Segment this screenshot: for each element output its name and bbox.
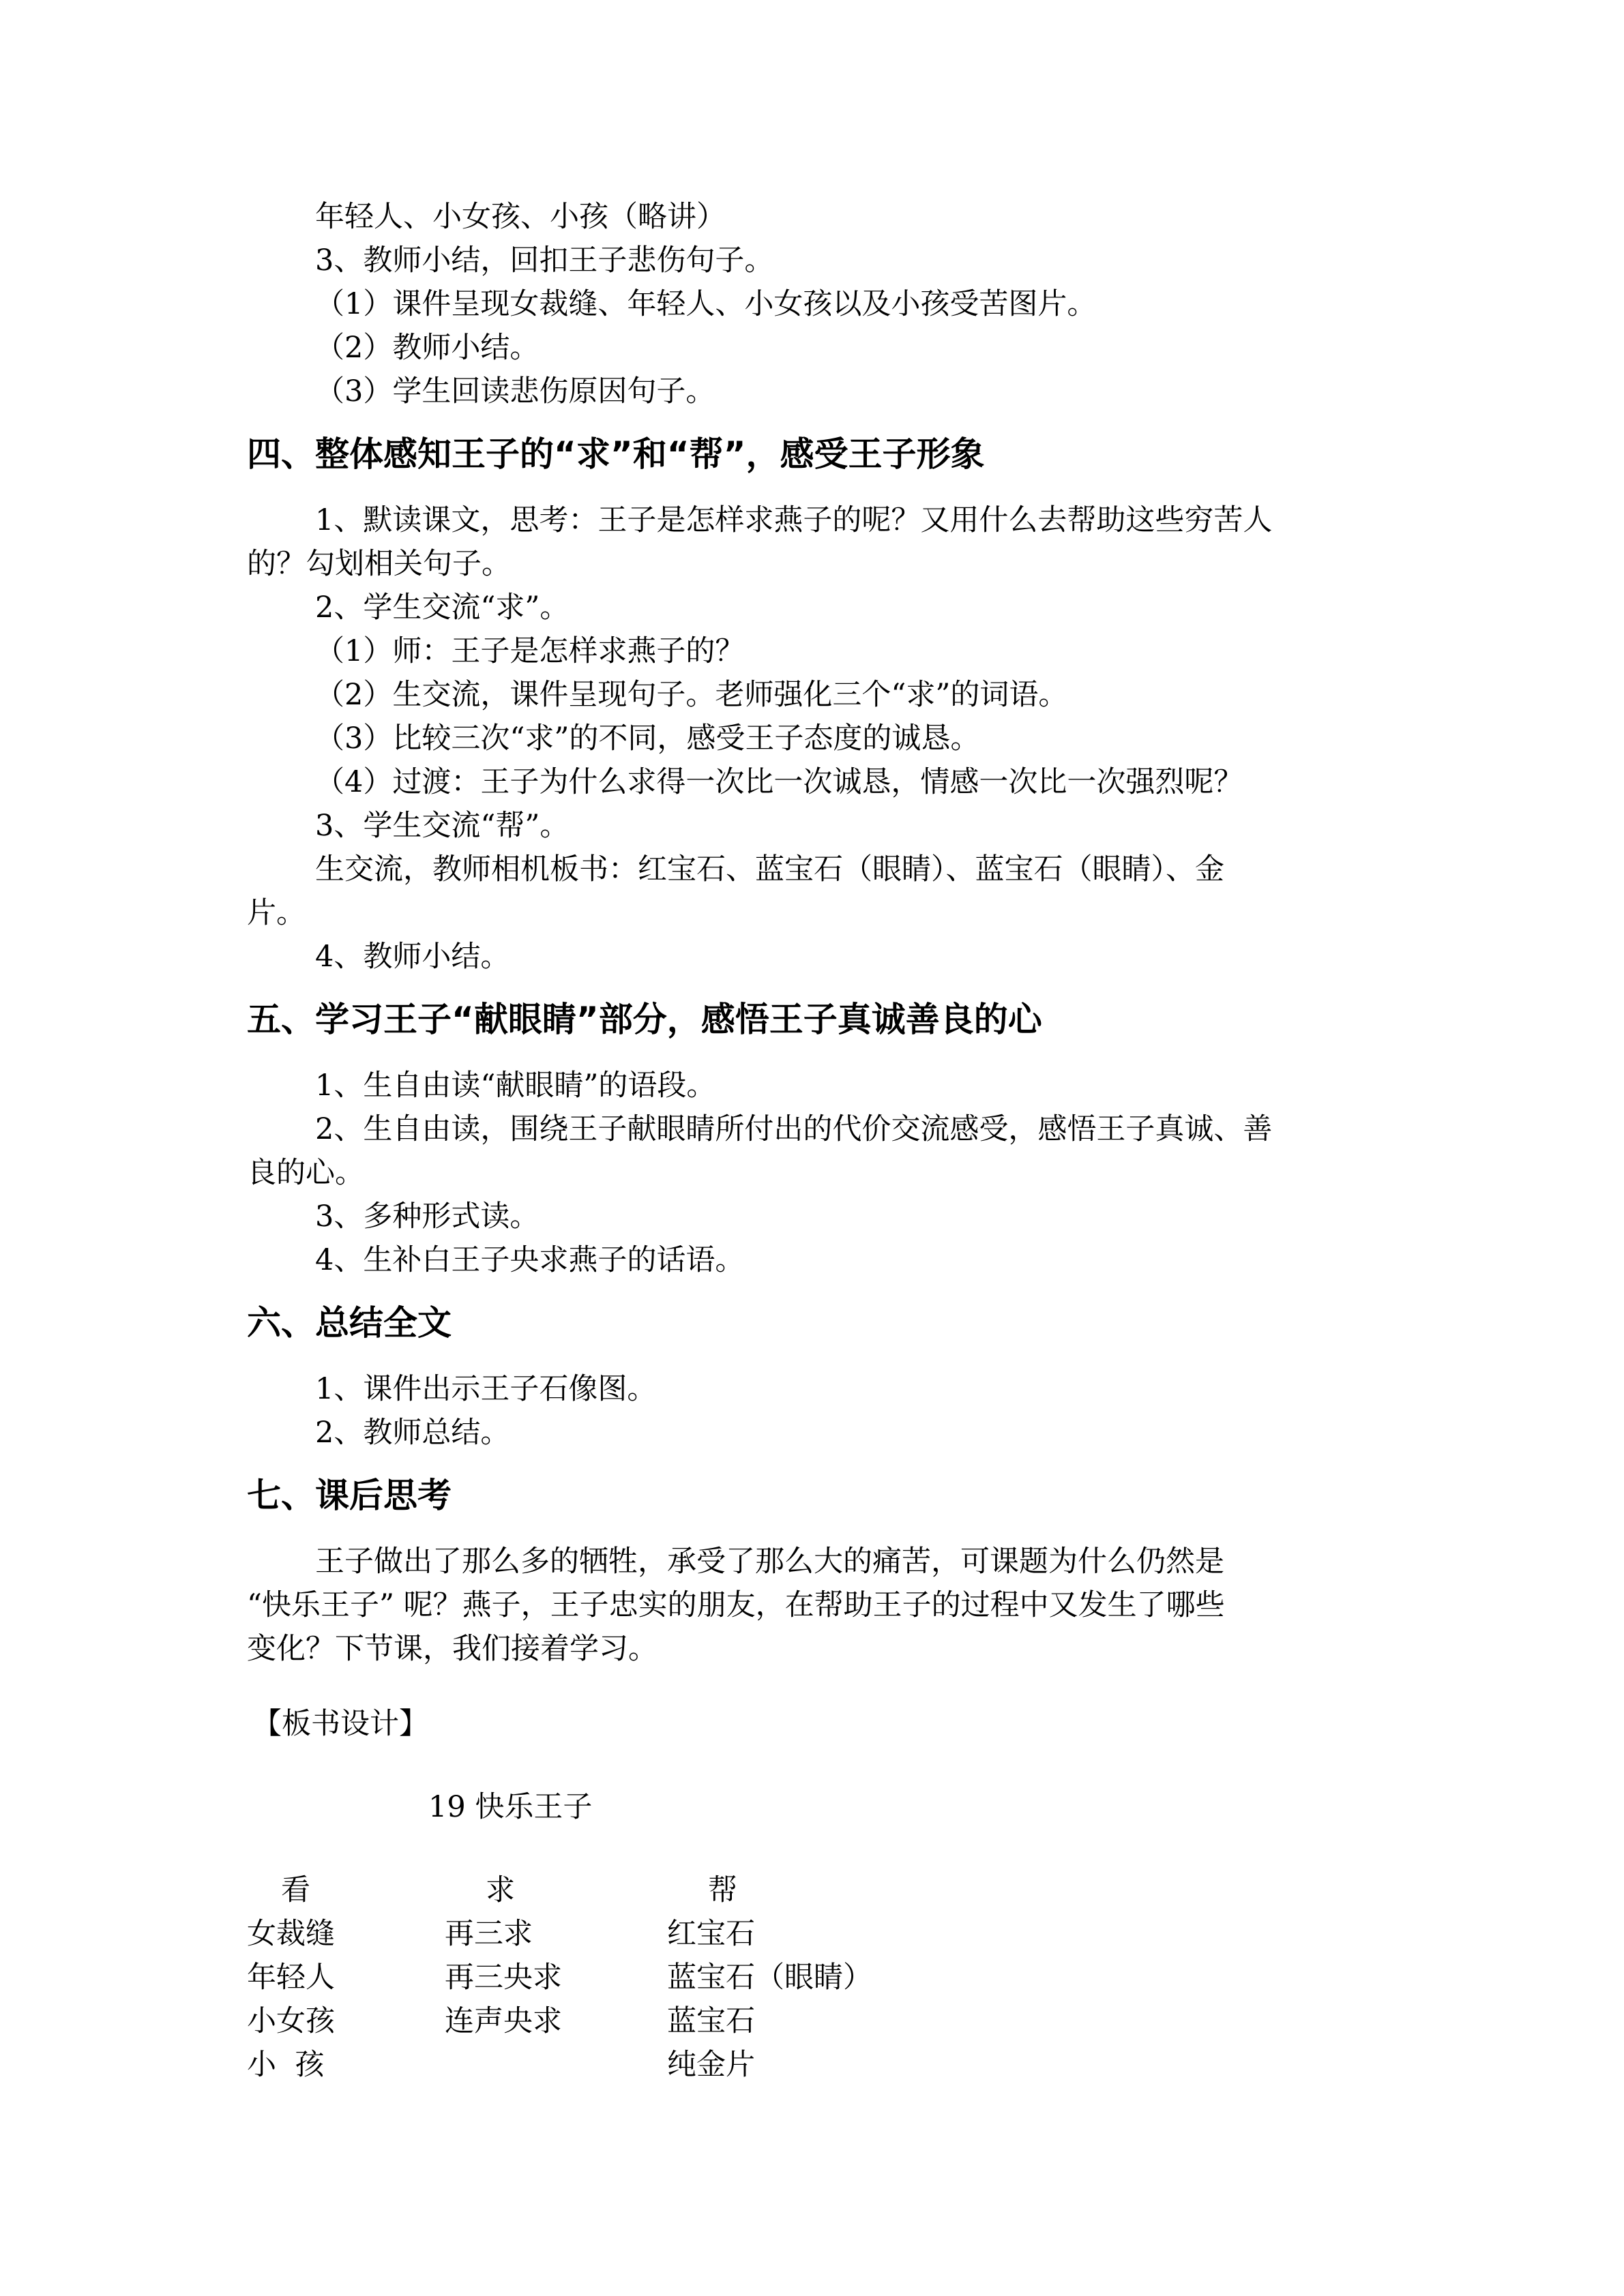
section3-line-3: （1）课件呈现女裁缝、年轻人、小女孩以及小孩受苦图片。 xyxy=(315,287,1097,321)
section4-heading: 四、整体感知王子的“求”和“帮”，感受王子形象 xyxy=(247,434,985,474)
section4-p3: 3、学生交流“帮”。 xyxy=(315,809,570,843)
board-row3-col1: 小女孩 xyxy=(247,2004,335,2038)
section5-p2-line1: 2、生自由读，围绕王子献眼睛所付出的代价交流感受，感悟王子真诚、善 xyxy=(315,1112,1273,1146)
board-title: 19 快乐王子 xyxy=(428,1790,593,1824)
board-row3-col3: 蓝宝石 xyxy=(667,2004,755,2038)
board-label: 【板书设计】 xyxy=(252,1707,428,1741)
section4-p2-2: （2）生交流，课件呈现句子。老师强化三个“求”的词语。 xyxy=(315,678,1068,712)
section5-p3: 3、多种形式读。 xyxy=(315,1199,540,1234)
board-header-help: 帮 xyxy=(708,1873,737,1907)
board-header-look: 看 xyxy=(281,1873,310,1907)
section4-p2-4: （4）过渡：王子为什么求得一次比一次诚恳，情感一次比一次强烈呢？ xyxy=(315,765,1243,799)
section4-p2-1: （1）师：王子是怎样求燕子的？ xyxy=(315,634,745,668)
section3-line-5: （3）学生回读悲伤原因句子。 xyxy=(315,374,715,408)
board-row1-col2: 再三求 xyxy=(445,1917,533,1951)
section6-heading: 六、总结全文 xyxy=(247,1303,452,1343)
section7-line3: 变化？下节课，我们接着学习。 xyxy=(247,1632,658,1666)
board-row4-col3: 纯金片 xyxy=(667,2048,755,2082)
board-row2-col3: 蓝宝石（眼睛） xyxy=(667,1960,872,1995)
section3-line-2: 3、教师小结，回扣王子悲伤句子。 xyxy=(315,243,774,278)
board-row1-col3: 红宝石 xyxy=(667,1917,755,1951)
board-header-ask: 求 xyxy=(486,1873,515,1907)
section7-line1: 王子做出了那么多的牺牲，承受了那么大的痛苦，可课题为什么仍然是 xyxy=(315,1545,1224,1579)
section3-line-4: （2）教师小结。 xyxy=(315,331,540,365)
section3-line-1: 年轻人、小女孩、小孩（略讲） xyxy=(315,200,726,234)
board-row3-col2: 连声央求 xyxy=(445,2004,562,2038)
section4-p1-line1: 1、默读课文，思考：王子是怎样求燕子的呢？又用什么去帮助这些穷苦人 xyxy=(315,503,1273,537)
board-row2-col2: 再三央求 xyxy=(445,1960,562,1995)
section5-p2-line2: 良的心。 xyxy=(247,1156,364,1190)
board-row4-col1: 小 孩 xyxy=(247,2048,325,2082)
section7-line2: “快乐王子” 呢？燕子，王子忠实的朋友，在帮助王子的过程中又发生了哪些 xyxy=(247,1588,1225,1622)
section4-p3-detail-line2: 片。 xyxy=(247,896,306,930)
section5-p4: 4、生补白王子央求燕子的话语。 xyxy=(315,1243,745,1277)
section4-p3-detail-line1: 生交流，教师相机板书：红宝石、蓝宝石（眼睛）、蓝宝石（眼睛）、金 xyxy=(315,852,1224,886)
section6-p2: 2、教师总结。 xyxy=(315,1416,510,1450)
section4-p4: 4、教师小结。 xyxy=(315,940,510,974)
section6-p1: 1、课件出示王子石像图。 xyxy=(315,1372,657,1406)
board-row2-col1: 年轻人 xyxy=(247,1960,335,1995)
board-row1-col1: 女裁缝 xyxy=(247,1917,335,1951)
section7-heading: 七、课后思考 xyxy=(247,1476,452,1515)
section4-p1-line2: 的？勾划相关句子。 xyxy=(247,547,511,581)
section4-p2: 2、学生交流“求”。 xyxy=(315,591,570,625)
section5-p1: 1、生自由读“献眼睛”的语段。 xyxy=(315,1069,716,1103)
section4-p2-3: （3）比较三次“求”的不同，感受王子态度的诚恳。 xyxy=(315,721,980,756)
section5-heading: 五、学习王子“献眼睛”部分，感悟王子真诚善良的心 xyxy=(247,1000,1042,1039)
